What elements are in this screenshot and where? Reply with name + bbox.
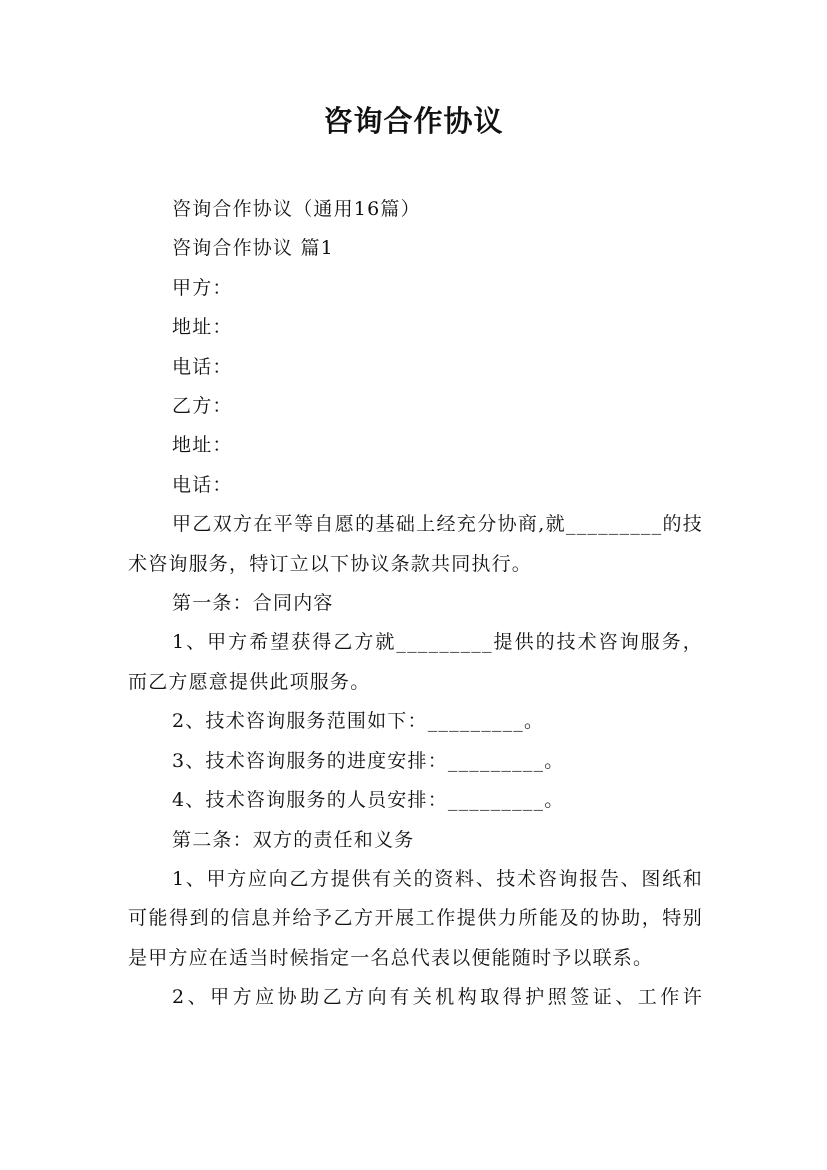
paragraph-article-2-heading: 第二条：双方的责任和义务	[172, 828, 415, 851]
paragraph-article-1-item-2: 2、技术咨询服务范围如下：_________。	[172, 710, 545, 733]
paragraph-article-1-item-1: 1、甲方希望获得乙方就_________提供的技术咨询服务，而乙方愿意提供此项服务。	[128, 631, 703, 693]
paragraph-preamble: 甲乙双方在平等自愿的基础上经充分协商,就_________的技术咨询服务，特订立以下协议条款共同执行。	[128, 513, 703, 575]
paragraph-article-1-item-4: 4、技术咨询服务的人员安排：_________。	[172, 789, 565, 812]
paragraph-section-heading: 咨询合作协议 篇1	[172, 237, 334, 260]
paragraph-article-2-item-1: 1、甲方应向乙方提供有关的资料、技术咨询报告、图纸和可能得到的信息并给予乙方开展工作提供力所能及的协助，特别是甲方应在适当时候指定一名总代表以便能随时予以联系。	[128, 867, 703, 969]
paragraph-party-a-address: 地址：	[172, 316, 233, 339]
paragraph-article-2-item-2: 2、甲方应协助乙方向有关机构取得护照签证、工作许	[172, 986, 703, 1009]
document-title: 咨询合作协议	[323, 104, 504, 138]
document-body	[128, 190, 703, 1018]
paragraph-party-b-phone: 电话：	[172, 473, 233, 496]
paragraph-subtitle: 咨询合作协议（通用16篇）	[172, 198, 421, 220]
paragraph-article-1-heading: 第一条：合同内容	[172, 592, 334, 615]
paragraph-party-a-phone: 电话：	[172, 355, 233, 378]
paragraph-party-a: 甲方：	[172, 276, 233, 299]
paragraph-party-b-address: 地址：	[172, 434, 233, 457]
paragraph-party-b: 乙方：	[172, 395, 233, 418]
paragraph-article-1-item-3: 3、技术咨询服务的进度安排：_________。	[172, 749, 565, 772]
